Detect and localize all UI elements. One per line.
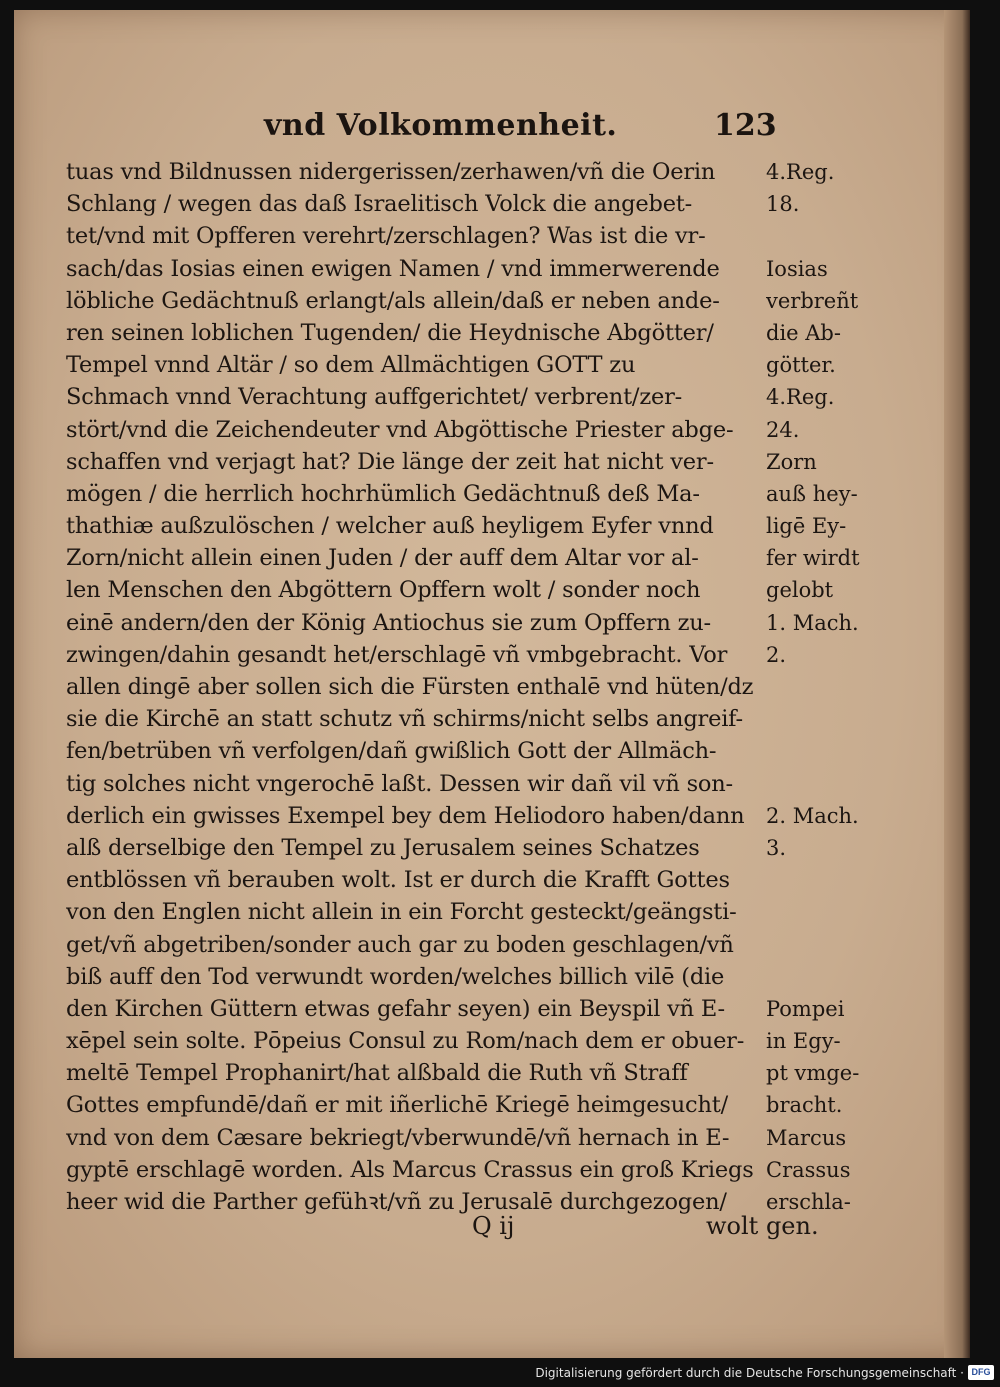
text-line: Tempel vnnd Altär / so dem Allmächtigen GOTT zu: [66, 352, 636, 379]
margin-note: [766, 671, 926, 703]
text-line: entblössen vñ berauben wolt. Ist er durch die Krafft Gottes: [66, 867, 730, 894]
credit-text: Digitalisierung gefördert durch die Deutsche Forschungsgemeinschaft ·: [535, 1366, 964, 1380]
margin-note: 24.: [766, 417, 800, 442]
margin-note: [766, 929, 926, 961]
text-line: einē andern/den der König Antiochus sie zum Opffern zu-: [66, 609, 711, 636]
margin-note: 3.: [766, 835, 787, 860]
text-line: len Menschen den Abgöttern Opffern wolt / sonder noch: [66, 577, 701, 604]
text-line: meltē Tempel Prophanirt/hat alßbald die Ruth vñ Straff: [66, 1060, 688, 1087]
margin-note: [766, 768, 926, 800]
text-line: allen dingē aber sollen sich die Fürsten enthalē vnd hüten/dz: [66, 674, 754, 700]
margin-note: Iosias: [766, 256, 828, 281]
text-line: Gottes empfundē/dañ er mit iñerlichē Kriegē heimgesucht/: [66, 1092, 728, 1119]
page-gutter: [944, 10, 970, 1358]
text-line: gyptē erschlagē worden. Als Marcus Crassus ein groß Kriegs: [66, 1156, 754, 1183]
margin-note: [766, 735, 926, 767]
text-line: alß derselbige den Tempel zu Jerusalem seines Schatzes: [66, 834, 700, 861]
text-line: von den Englen nicht allein in ein Forcht gesteckt/geängsti-: [66, 899, 737, 926]
margin-note: gelobt: [766, 578, 834, 603]
catchword: wolt gen.: [706, 1212, 819, 1240]
margin-note: Marcus: [766, 1125, 847, 1150]
signature-mark: Q ij: [472, 1212, 515, 1240]
margin-note: [766, 864, 926, 896]
margin-note: [766, 961, 926, 993]
text-line: löbliche Gedächtnuß erlangt/als allein/daß er neben ande-: [66, 287, 720, 314]
dfg-logo-icon: DFG: [968, 1365, 994, 1380]
book-page: [14, 10, 970, 1358]
margin-note: 1. Mach.: [766, 610, 859, 635]
text-line: den Kirchen Güttern etwas gefahr seyen) ein Beyspil vñ E-: [66, 995, 725, 1022]
margin-note: bracht.: [766, 1093, 843, 1118]
page-footer: [14, 1212, 970, 1252]
text-line: ren seinen loblichen Tugenden/ die Heydnische Abgötter/: [66, 319, 714, 346]
main-text-block: [66, 156, 766, 1218]
page-header: [14, 108, 970, 152]
margin-note: auß hey-: [766, 481, 858, 506]
text-line: Zorn/nicht allein einen Juden / der auff dem Altar vor al-: [66, 545, 699, 572]
text-line: thathiæ außzulöschen / welcher auß heyligem Eyfer vnnd: [66, 513, 714, 540]
page-number: 123: [714, 108, 777, 143]
text-line: Schlang / wegen das daß Israelitisch Volck die angebet-: [66, 191, 693, 218]
text-line: tuas vnd Bildnussen nidergerissen/zerhawen/vñ die Oerin: [66, 159, 716, 185]
text-line: tet/vnd mit Opfferen verehrt/zerschlagen? Was ist die vr-: [66, 223, 706, 250]
text-line: sach/das Iosias einen ewigen Namen / vnd immerwerende: [66, 255, 720, 282]
margin-note: pt vmge-: [766, 1061, 860, 1086]
margin-note: erschla-: [766, 1190, 851, 1214]
text-line: sie die Kirchē an statt schutz vñ schirms/nicht selbs angreif-: [66, 706, 743, 733]
text-line: vnd von dem Cæsare bekriegt/vberwundē/vñ hernach in E-: [66, 1124, 730, 1151]
text-line: fen/betrüben vñ verfolgen/dañ gwißlich Gott der Allmäch-: [66, 738, 717, 765]
text-line: get/vñ abgetriben/sonder auch gar zu boden geschlagen/vñ: [66, 931, 734, 958]
margin-note: 18.: [766, 192, 800, 217]
margin-note: 2. Mach.: [766, 803, 859, 828]
text-line: derlich ein gwisses Exempel bey dem Heliodoro haben/dann: [66, 802, 745, 829]
text-line: Schmach vnnd Verachtung auffgerichtet/ verbrent/zer-: [66, 384, 683, 411]
margin-note: Pompei: [766, 996, 845, 1021]
margin-note: 2.: [766, 642, 787, 667]
margin-note: verbreñt: [766, 288, 859, 313]
running-head: vnd Volkommenheit.: [264, 108, 618, 143]
margin-note: fer wirdt: [766, 546, 860, 571]
margin-note: Crassus: [766, 1157, 851, 1182]
text-line: biß auff den Tod verwundt worden/welches billich vilē (die: [66, 963, 725, 990]
margin-note: in Egy-: [766, 1029, 841, 1054]
margin-note: [766, 220, 926, 252]
margin-note: 4.Reg.: [766, 160, 835, 184]
margin-note: [766, 896, 926, 928]
text-line: stört/vnd die Zeichendeuter vnd Abgöttische Priester abge-: [66, 416, 734, 443]
margin-note: götter.: [766, 353, 836, 378]
text-line: schaffen vnd verjagt hat? Die länge der zeit hat nicht ver-: [66, 448, 714, 475]
margin-note: [766, 703, 926, 735]
margin-note: Zorn: [766, 449, 817, 474]
digitization-credit-bar: [0, 1361, 1000, 1387]
text-line: heer wid die Parther gefühꝛt/vñ zu Jerusalē durchgezogen/: [66, 1189, 727, 1215]
margin-note: 4.Reg.: [766, 385, 835, 410]
text-line: xēpel sein solte. Pōpeius Consul zu Rom/nach dem er obuer-: [66, 1028, 745, 1055]
text-line: zwingen/dahin gesandt het/erschlagē vñ vmbgebracht. Vor: [66, 641, 728, 668]
text-line: tig solches nicht vngerochē laßt. Dessen wir dañ vil vñ son-: [66, 770, 733, 797]
margin-note: ligē Ey-: [766, 514, 847, 539]
text-line: mögen / die herrlich hochrhümlich Gedächtnuß deß Ma-: [66, 480, 700, 507]
marginal-notes: [766, 156, 926, 1218]
margin-note: die Ab-: [766, 320, 841, 345]
